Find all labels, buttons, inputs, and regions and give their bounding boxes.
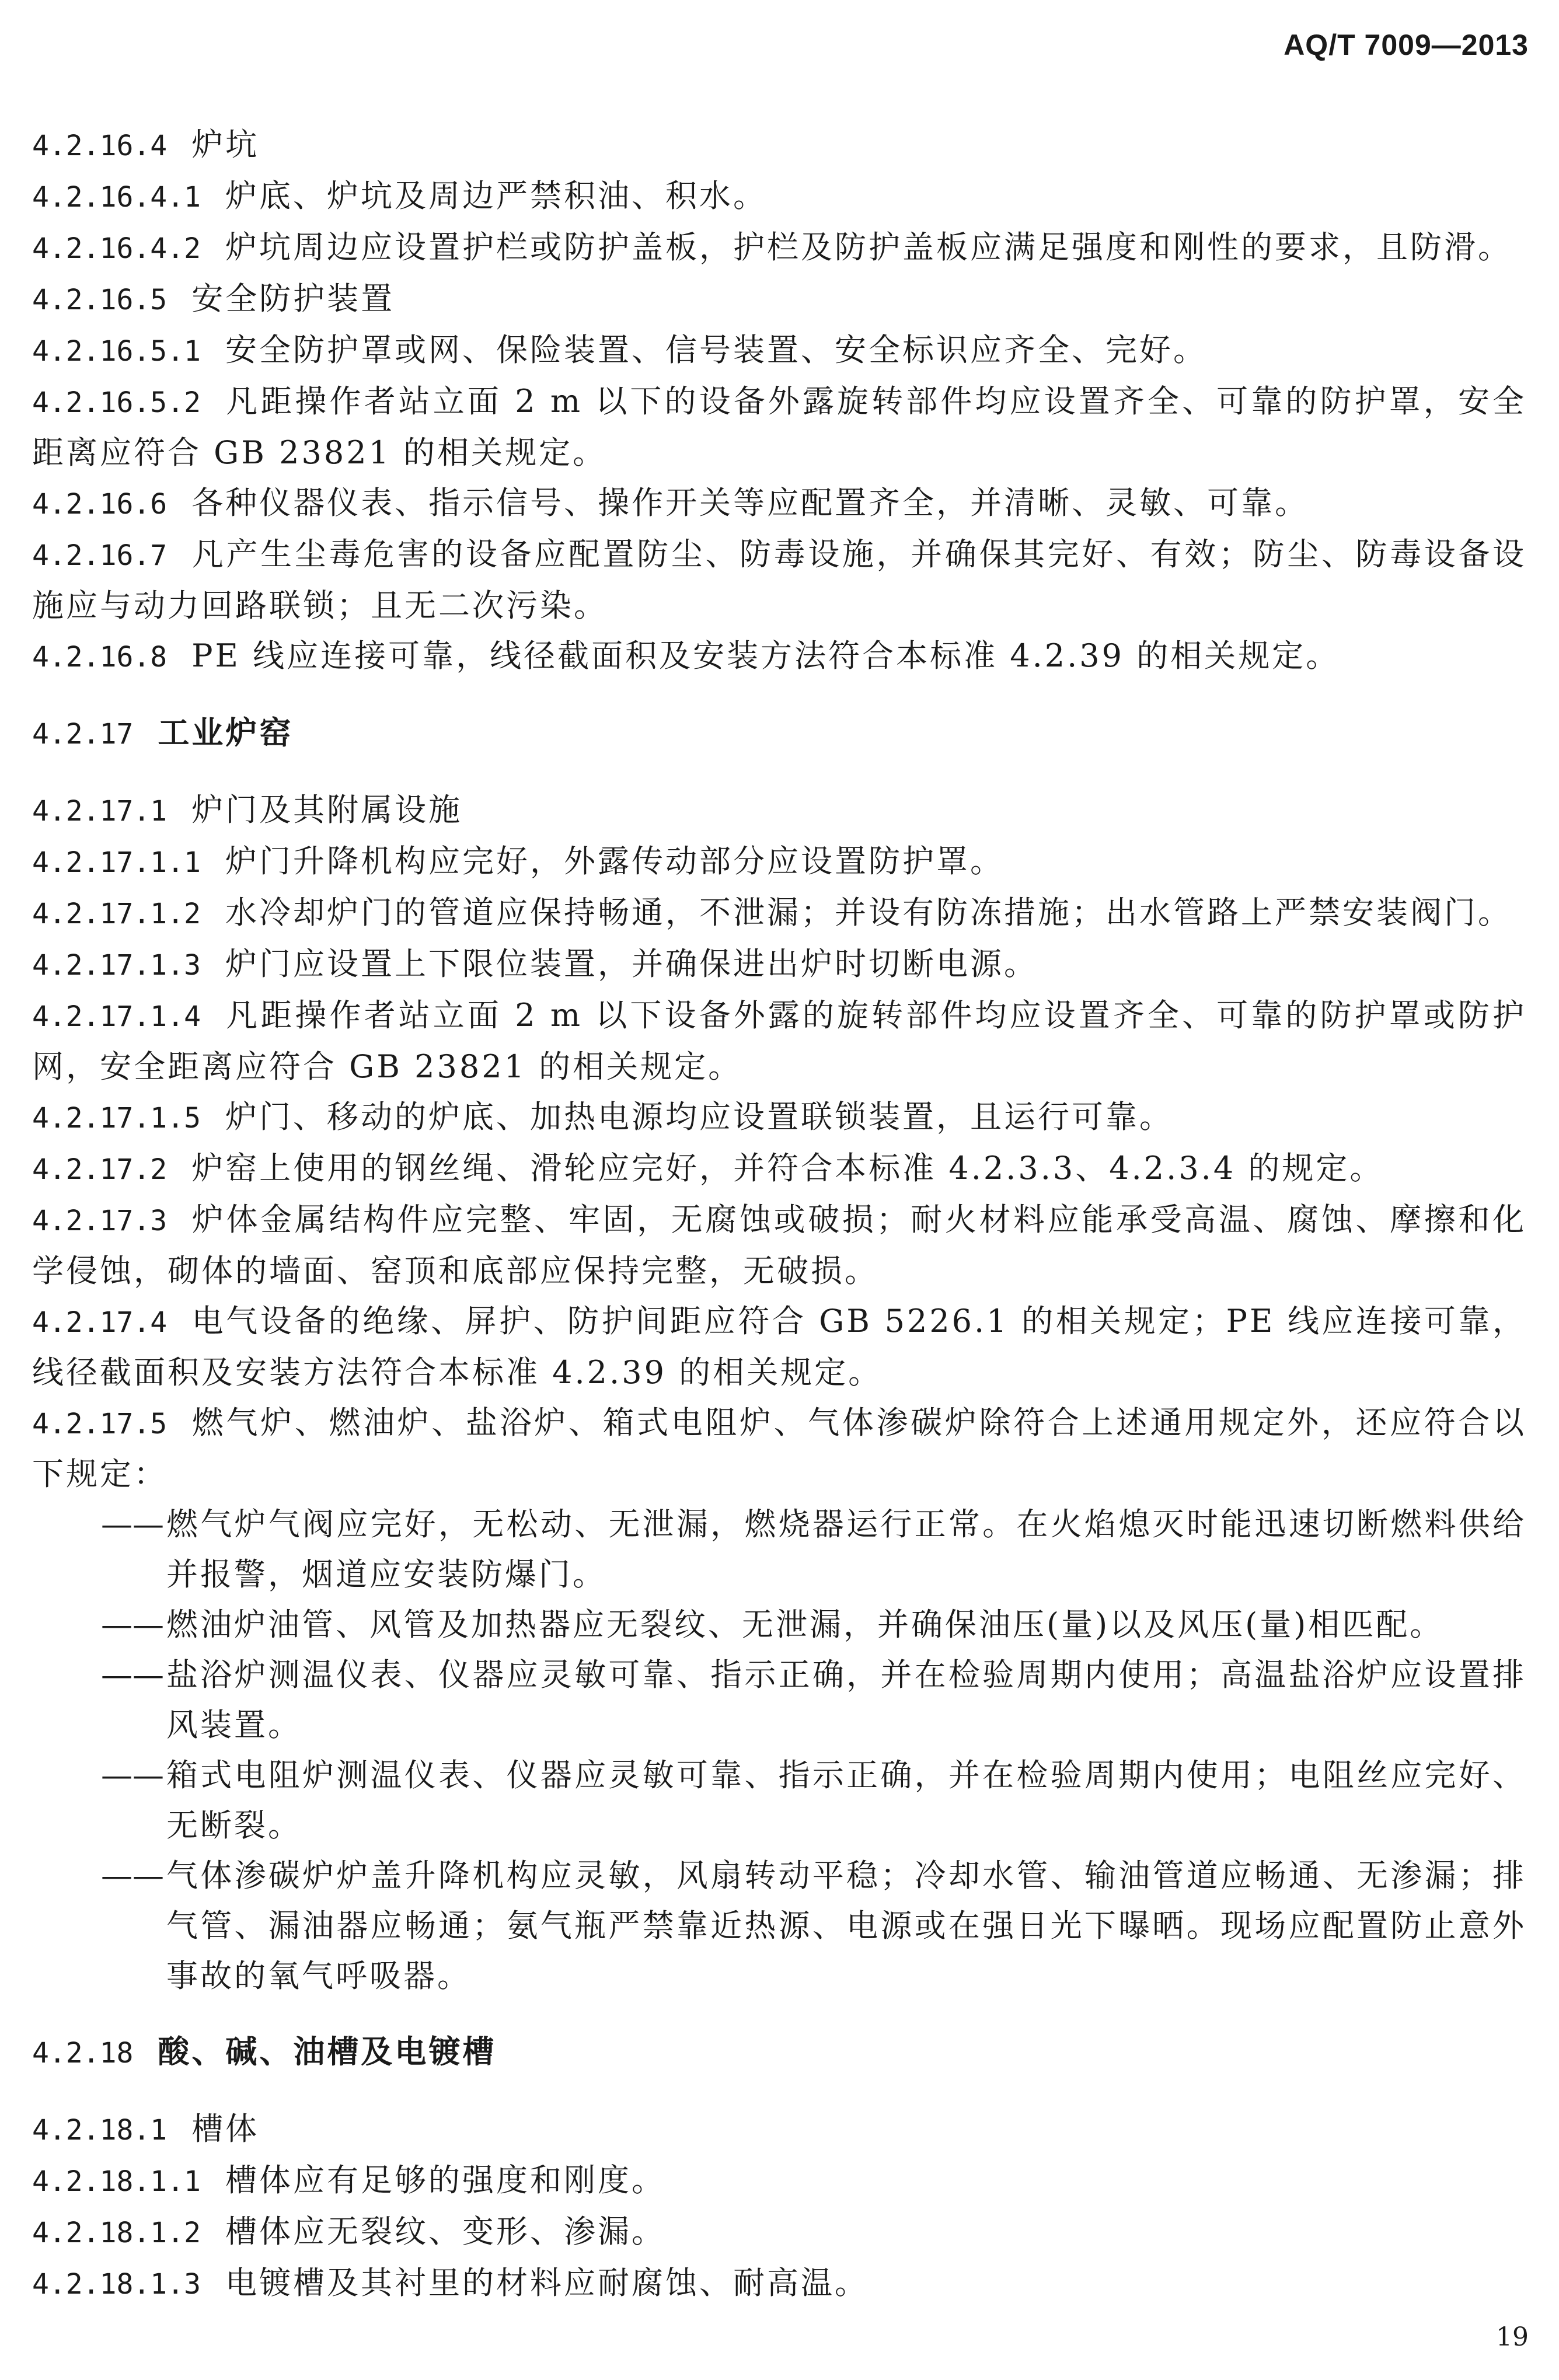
clause-4-2-17-4 [32, 1296, 1526, 1398]
section-title: 工业炉窑 [158, 714, 294, 751]
clause-number: 4.2.16.4 [32, 130, 168, 162]
clause-4-2-17-1-1 [32, 836, 1526, 888]
clause-number: 4.2.17.2 [32, 1153, 168, 1186]
dash-list-item [32, 1750, 1526, 1851]
clause-text: 炉门升降机构应完好，外露传动部分应设置防护罩。 [225, 843, 1004, 880]
dash-item-text: 燃气炉气阀应完好，无松动、无泄漏，燃烧器运行正常。在火焰熄灭时能迅速切断燃料供给并报警，烟道应安装防爆门。 [166, 1506, 1526, 1593]
clause-number: 4.2.16.4.2 [32, 232, 201, 265]
clause-text: PE 线应连接可靠，线径截面积及安装方法符合本标准 4.2.39 的相关规定。 [191, 637, 1340, 674]
dash-item-text: 气体渗碳炉炉盖升降机构应灵敏，风扇转动平稳；冷却水管、输油管道应畅通、无渗漏；排气管、漏油器应畅通；氨气瓶严禁靠近热源、电源或在强日光下曝晒。现场应配置防止意外事故的氧气呼吸器。 [166, 1857, 1526, 1994]
section-title: 酸、碱、油槽及电镀槽 [158, 2033, 497, 2070]
clause-4-2-17-1-3 [32, 939, 1526, 990]
clause-text: 槽体应有足够的强度和刚度。 [225, 2162, 665, 2198]
standard-code: AQ/T 7009—2013 [1284, 29, 1529, 61]
clause-text: 炉门、移动的炉底、加热电源均应设置联锁装置，且运行可靠。 [225, 1098, 1173, 1135]
clause-4-2-17-1-4 [32, 990, 1526, 1092]
clause-number: 4.2.18.1 [32, 2114, 168, 2147]
dash-item-text: 盐浴炉测温仪表、仪器应灵敏可靠、指示正确，并在检验周期内使用；高温盐浴炉应设置排风装置。 [166, 1656, 1526, 1743]
clause-number: 4.2.17.1.2 [32, 898, 201, 930]
clause-text: 电镀槽及其衬里的材料应耐腐蚀、耐高温。 [225, 2264, 869, 2301]
clause-number: 4.2.17.1.3 [32, 949, 201, 982]
clause-text: 槽体应无裂纹、变形、渗漏。 [225, 2213, 665, 2250]
clause-4-2-16-5 [32, 274, 1526, 325]
clause-number: 4.2.18.1.1 [32, 2165, 201, 2198]
clause-number: 4.2.17.1.1 [32, 846, 201, 879]
section-heading-4-2-18 [32, 2027, 1526, 2078]
clause-4-2-16-4 [32, 120, 1526, 171]
clause-number: 4.2.16.5.2 [32, 386, 201, 419]
clause-4-2-17-1 [32, 785, 1526, 836]
clause-number: 4.2.17.3 [32, 1205, 168, 1237]
clause-text: 凡产生尘毒危害的设备应配置防尘、防毒设施，并确保其完好、有效；防尘、防毒设备设施应与动力回路联锁；且无二次污染。 [32, 536, 1526, 624]
clause-4-2-17-3 [32, 1195, 1526, 1296]
clause-number: 4.2.16.5 [32, 284, 168, 316]
section-number: 4.2.17 [32, 718, 134, 751]
dash-list-item [32, 1851, 1526, 2001]
section-number: 4.2.18 [32, 2037, 134, 2070]
clause-number: 4.2.16.5.1 [32, 335, 201, 368]
clause-text: 炉门应设置上下限位装置，并确保进出炉时切断电源。 [225, 945, 1038, 982]
page-number: 19 [1496, 2322, 1529, 2352]
clause-4-2-17-2 [32, 1143, 1526, 1195]
em-dash-marker: —— [101, 1656, 164, 1693]
clause-text: 水冷却炉门的管道应保持畅通，不泄漏；并设有防冻措施；出水管路上严禁安装阀门。 [225, 894, 1512, 931]
clause-text: 炉坑周边应设置护栏或防护盖板，护栏及防护盖板应满足强度和刚性的要求，且防滑。 [225, 229, 1512, 266]
clause-text: 各种仪器仪表、指示信号、操作开关等应配置齐全，并清晰、灵敏、可靠。 [191, 484, 1309, 521]
clause-number: 4.2.18.1.2 [32, 2217, 201, 2249]
clause-number: 4.2.18.1.3 [32, 2268, 201, 2301]
clause-4-2-18-1-1 [32, 2155, 1526, 2207]
clause-4-2-16-6 [32, 478, 1526, 529]
clause-text: 槽体 [191, 2110, 260, 2147]
clause-4-2-17-1-5 [32, 1092, 1526, 1143]
clause-number: 4.2.16.6 [32, 488, 168, 521]
dash-item-text: 箱式电阻炉测温仪表、仪器应灵敏可靠、指示正确，并在检验周期内使用；电阻丝应完好、无断裂。 [166, 1757, 1526, 1844]
clause-text: 电气设备的绝缘、屏护、防护间距应符合 GB 5226.1 的相关规定；PE 线应连接可靠，线径截面积及安装方法符合本标准 4.2.39 的相关规定。 [32, 1303, 1526, 1391]
clause-4-2-17-1-2 [32, 888, 1526, 939]
clause-number: 4.2.17.5 [32, 1408, 168, 1440]
clause-text: 安全防护装置 [191, 280, 395, 317]
em-dash-marker: —— [101, 1757, 164, 1793]
clause-4-2-17-5 [32, 1398, 1526, 1499]
clause-number: 4.2.17.4 [32, 1306, 168, 1339]
clause-number: 4.2.16.4.1 [32, 181, 201, 214]
dash-list-item [32, 1499, 1526, 1600]
clause-text: 燃气炉、燃油炉、盐浴炉、箱式电阻炉、气体渗碳炉除符合上述通用规定外，还应符合以下规定： [32, 1404, 1526, 1492]
clause-text: 凡距操作者站立面 2 m 以下设备外露的旋转部件均应设置齐全、可靠的防护罩或防护网，安全距离应符合 GB 23821 的相关规定。 [32, 997, 1526, 1085]
clause-4-2-18-1 [32, 2104, 1526, 2155]
clause-4-2-18-1-3 [32, 2258, 1526, 2309]
clause-text: 炉门及其附属设施 [191, 791, 463, 828]
clause-number: 4.2.17.1.4 [32, 1000, 201, 1033]
section-heading-4-2-17 [32, 708, 1526, 759]
clause-number: 4.2.17.1 [32, 795, 168, 828]
clause-4-2-16-7 [32, 529, 1526, 631]
em-dash-marker: —— [101, 1506, 164, 1543]
clause-text: 炉窑上使用的钢丝绳、滑轮应完好，并符合本标准 4.2.3.3、4.2.3.4 的规定。 [191, 1150, 1384, 1186]
clause-4-2-16-4-2 [32, 222, 1526, 274]
clause-text: 炉坑 [191, 126, 260, 163]
clause-text: 炉体金属结构件应完整、牢固，无腐蚀或破损；耐火材料应能承受高温、腐蚀、摩擦和化学侵蚀，砌体的墙面、窑顶和底部应保持完整，无破损。 [32, 1201, 1526, 1289]
dash-list-item [32, 1600, 1526, 1650]
clause-number: 4.2.16.8 [32, 641, 168, 673]
clause-text: 凡距操作者站立面 2 m 以下的设备外露旋转部件均应设置齐全、可靠的防护罩，安全距离应符合 GB 23821 的相关规定。 [32, 383, 1526, 471]
clause-number: 4.2.16.7 [32, 539, 168, 572]
clause-number: 4.2.17.1.5 [32, 1102, 201, 1135]
em-dash-marker: —— [101, 1857, 164, 1894]
clause-4-2-16-4-1 [32, 171, 1526, 222]
dash-list-item [32, 1650, 1526, 1750]
clause-text: 安全防护罩或网、保险装置、信号装置、安全标识应齐全、完好。 [225, 331, 1207, 368]
clause-text: 炉底、炉坑及周边严禁积油、积水。 [225, 177, 767, 214]
clause-4-2-18-1-2 [32, 2207, 1526, 2258]
document-body [32, 120, 1526, 2309]
dash-item-text: 燃油炉油管、风管及加热器应无裂纹、无泄漏，并确保油压(量)以及风压(量)相匹配。 [166, 1606, 1444, 1643]
em-dash-marker: —— [101, 1606, 164, 1643]
clause-4-2-16-5-2 [32, 376, 1526, 478]
clause-4-2-16-5-1 [32, 325, 1526, 376]
clause-4-2-16-8 [32, 631, 1526, 682]
